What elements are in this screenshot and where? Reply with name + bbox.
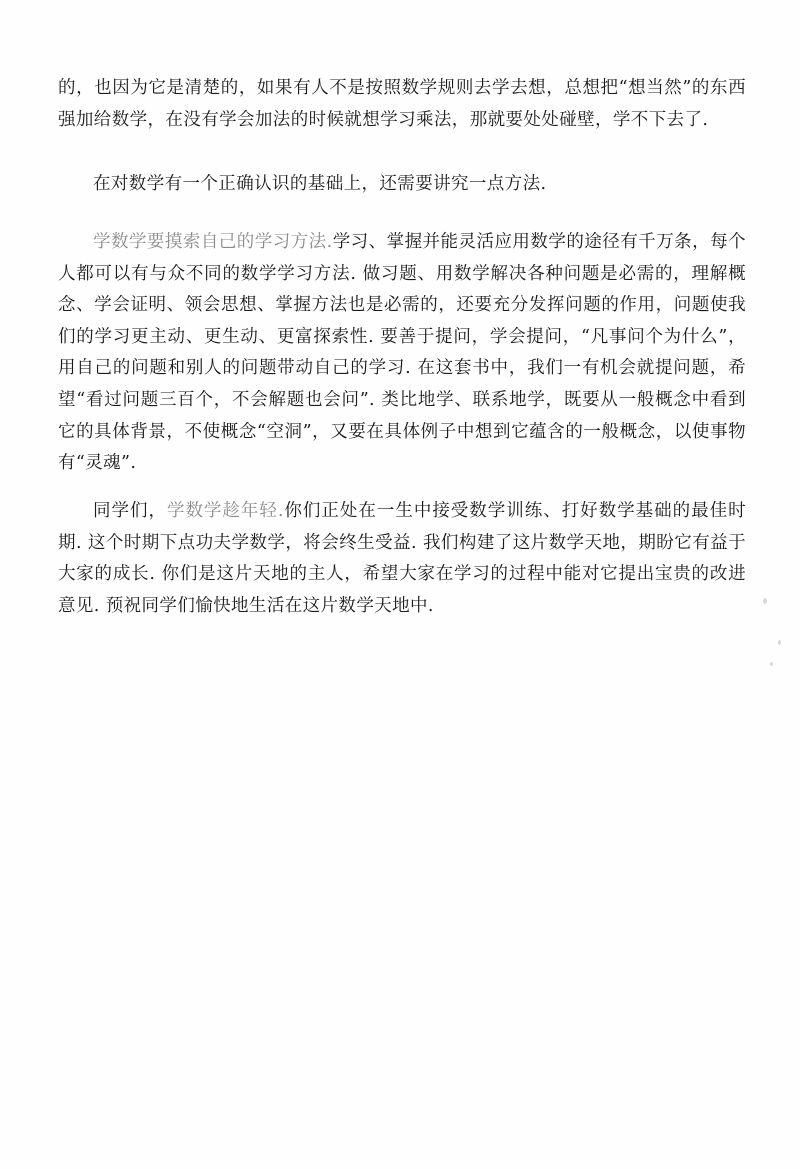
- scan-speck: [763, 598, 767, 604]
- paragraph-4-heading: 学数学趁年轻.: [166, 501, 284, 521]
- scan-speck: [770, 662, 773, 666]
- paragraph-4-lead: 同学们，: [93, 501, 167, 521]
- paragraph-3-body: 学习、掌握并能灵活应用数学的途径有千万条，每个人都可以有与众不同的数学学习方法. 做习题、用数学解决各种问题是必需的，理解概念、学会证明、领会思想、掌握方法也是必需的，还要充分发挥问题的作用，问题使我们的学习更主动、更生动、更富探索性. 要善于提问，学会提问，“凡事问个为什么”，用自己的问题和别人的问题带动自己的学习. 在这套书中，我们一有机会就提问题，希望“看过问题三百个，不会解题也会问”. 类比地学、联系地学，既要从一般概念中看到它的具体背景，不使概念“空洞”，又要在具体例子中想到它蕴含的一般概念，以使事物有“灵魂”.: [58, 232, 747, 474]
- paragraph-2: [58, 169, 746, 201]
- paragraph-3: [58, 227, 746, 480]
- paragraph-1: [58, 73, 746, 136]
- paragraph-4: [58, 496, 746, 622]
- paragraph-2-text: 在对数学有一个正确认识的基础上，还需要讲究一点方法.: [93, 174, 547, 194]
- paragraph-4-body: 你们正处在一生中接受数学训练、打好数学基础的最佳时期. 这个时期下点功夫学数学，将会终生受益. 我们构建了这片数学天地，期盼它有益于大家的成长. 你们是这片天地的主人，希望大家在学习的过程中能对它提出宝贵的改进意见. 预祝同学们愉快地生活在这片数学天地中.: [58, 501, 746, 616]
- scan-speck: [778, 640, 781, 645]
- paragraph-3-heading: 学数学要摸索自己的学习方法.: [93, 232, 333, 252]
- paragraph-1-text: 的，也因为它是清楚的，如果有人不是按照数学规则去学去想，总想把“想当然”的东西强加给数学，在没有学会加法的时候就想学习乘法，那就要处处碰壁，学不下去了.: [58, 78, 746, 130]
